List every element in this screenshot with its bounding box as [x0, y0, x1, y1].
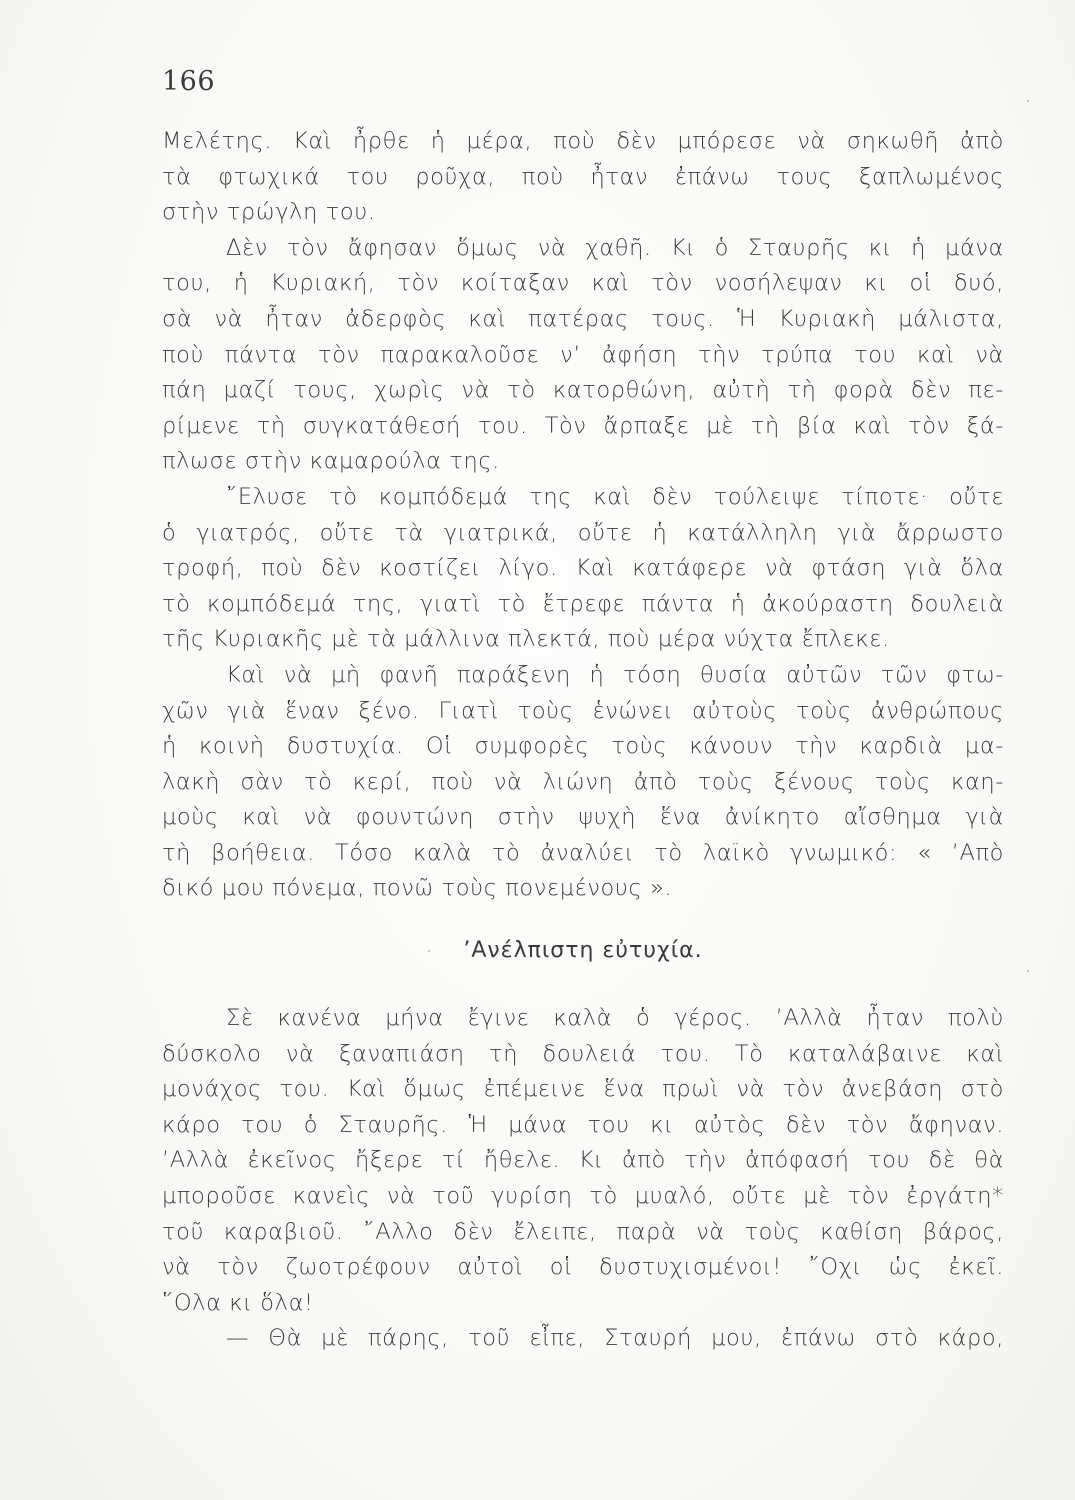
text-line: ’Αλλὰ ἐκεῖνος ἤξερε τί ἤθελε. Κι ἀπὸ τὴν ἀπόφασή του δὲ θὰ	[162, 1147, 1004, 1174]
text-line: τὴ βοήθεια. Τόσο καλὰ τὸ ἀναλύει τὸ λαϊκὸ γνωμικό: « ’Απὸ	[162, 839, 1004, 866]
text-line: — Θὰ μὲ πάρης, τοῦ εἶπε, Σταυρή μου, ἐπάνω στὸ κάρο,	[226, 1325, 1004, 1352]
text-line: τοῦ καραβιοῦ. ῎Αλλο δὲν ἔλειπε, παρὰ νὰ τοὺς καθίση βάρος,	[162, 1218, 1004, 1245]
text-line: τὸ κομπόδεμά της, γιατὶ τὸ ἔτρεφε πάντα ἡ ἀκούραστη δουλειὰ	[162, 590, 1004, 617]
text-line: ὁ γιατρός, οὔτε τὰ γιατρικά, οὔτε ἡ κατάλληλη γιὰ ἄρρωστο	[162, 519, 1004, 546]
text-line: τροφή, ποὺ δὲν κοστίζει λίγο. Καὶ κατάφερε νὰ φτάση γιὰ ὅλα	[162, 555, 1004, 582]
text-line: νὰ τὸν ζωοτρέφουν αὐτοὶ οἱ δυστυχισμένοι! ῎Οχι ὡς ἐκεῖ.	[162, 1254, 1004, 1281]
text-line: τὰ φτωχικά του ροῦχα, ποὺ ἦταν ἐπάνω τους ξαπλωμένος	[162, 163, 1004, 190]
text-line: πλωσε στὴν καμαρούλα της.	[162, 448, 500, 475]
text-block-before-heading	[162, 124, 1004, 907]
scan-speck	[428, 950, 430, 952]
text-line: Μελέτης. Καὶ ἦρθε ἡ μέρα, ποὺ δὲν μπόρεσε νὰ σηκωθῆ ἀπὸ	[162, 128, 1004, 154]
text-line: σὰ νὰ ἦταν ἀδερφὸς καὶ πατέρας τους. Ἡ Κυριακὴ μάλιστα,	[162, 305, 1004, 332]
section-heading: ’Ανέλπιστη εὐτυχία.	[463, 938, 703, 963]
text-line: ἡ κοινὴ δυστυχία. Οἱ συμφορὲς τοὺς κάνουν τὴν καρδιὰ μα-	[162, 733, 1004, 760]
text-line: τῆς Κυριακῆς μὲ τὰ μάλλινα πλεκτά, ποὺ μέρα νύχτα ἔπλεκε.	[162, 626, 890, 653]
text-line: μποροῦσε κανεὶς νὰ τοῦ γυρίση τὸ μυαλό, οὔτε μὲ τὸν ἐργάτη*	[162, 1182, 1004, 1209]
text-line: δικό μου πόνεμα, πονῶ τοὺς πονεμένους ».	[162, 875, 673, 902]
text-line: ῎Ελυσε τὸ κομπόδεμά της καὶ δὲν τούλειψε τίποτε· οὔτε	[226, 483, 1004, 510]
text-line: μοὺς καὶ νὰ φουντώνη στὴν ψυχὴ ἕνα ἀνίκητο αἴσθημα γιὰ	[162, 804, 1004, 831]
text-block-after-heading	[162, 1001, 1004, 1357]
scan-speck	[1027, 100, 1029, 102]
text-line: Δὲν τὸν ἄφησαν ὅμως νὰ χαθῆ. Κι ὁ Σταυρῆς κι ἡ μάνα	[226, 234, 1004, 261]
text-line: πάη μαζί τους, χωρὶς νὰ τὸ κατορθώνη, αὐτὴ τὴ φορὰ δὲν πε-	[162, 377, 1004, 404]
text-line: ῞Ολα κι ὅλα!	[162, 1289, 314, 1316]
text-line: του, ἡ Κυριακή, τὸν κοίταξαν καὶ τὸν νοσήλεψαν κι οἱ δυό,	[162, 270, 1004, 297]
text-line: στὴν τρώγλη του.	[162, 199, 376, 226]
text-line: Καὶ νὰ μὴ φανῆ παράξενη ἡ τόση θυσία αὐτῶν τῶν φτω-	[226, 661, 1004, 688]
scan-speck	[1027, 970, 1029, 972]
text-line: δύσκολο νὰ ξαναπιάση τὴ δουλειά του. Τὸ καταλάβαινε καὶ	[162, 1040, 1004, 1067]
text-line: Σὲ κανένα μήνα ἔγινε καλὰ ὁ γέρος. ’Αλλὰ ἦταν πολὺ	[226, 1005, 1004, 1031]
text-line: χῶν γιὰ ἕναν ξένο. Γιατὶ τοὺς ἑνώνει αὐτοὺς τοὺς ἀνθρώπους	[162, 697, 1004, 724]
text-line: ποὺ πάντα τὸν παρακαλοῦσε ν’ ἀφήση τὴν τρύπα του καὶ νὰ	[162, 341, 1004, 368]
text-line: μονάχος του. Καὶ ὅμως ἐπέμεινε ἕνα πρωὶ νὰ τὸν ἀνεβάση στὸ	[162, 1076, 1004, 1103]
text-line: κάρο του ὁ Σταυρῆς. Ἡ μάνα του κι αὐτὸς δὲν τὸν ἄφηναν.	[162, 1111, 1004, 1138]
text-line: ρίμενε τὴ συγκατάθεσή του. Τὸν ἄρπαξε μὲ τὴ βία καὶ τὸν ξά-	[162, 412, 1004, 439]
page-number: 166	[162, 66, 216, 97]
text-line: λακὴ σὰν τὸ κερί, ποὺ νὰ λιώνη ἀπὸ τοὺς ξένους τοὺς καη-	[162, 768, 1004, 795]
